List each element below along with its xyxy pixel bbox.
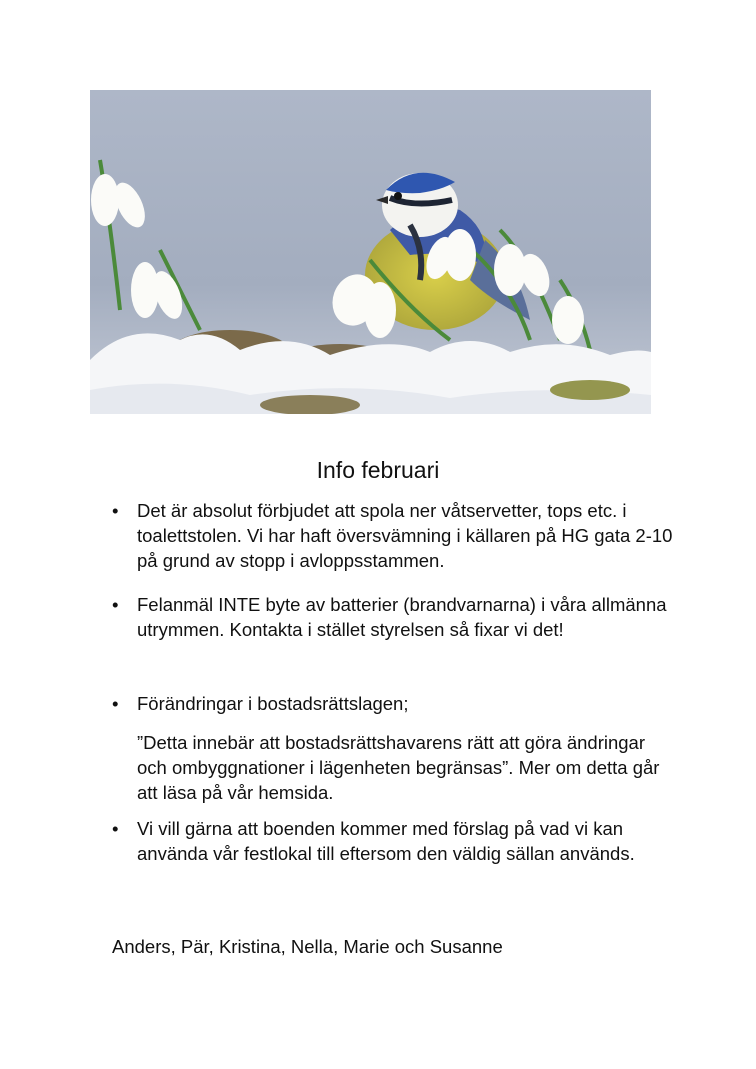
bullet-icon: • [112, 818, 119, 839]
bullet-icon: • [112, 693, 119, 714]
list-item-text: Det är absolut förbjudet att spola ner våtservetter, tops etc. i toalettstolen. Vi har haft översvämning i källaren på HG gata 2-10 på grund av stopp i avloppsstammen. [137, 500, 673, 571]
bullet-icon: • [112, 500, 119, 521]
list-item [112, 498, 682, 573]
list-item-text: Förändringar i bostadsrättslagen; [137, 693, 409, 714]
law-quote: ”Detta innebär att bostadsrättshavarens rätt att göra ändringar och ombyggnationer i lägenheten begränsas”. Mer om detta går att läsa på vår hemsida. [137, 732, 660, 803]
list-item [112, 816, 682, 866]
list-item-text: Felanmäl INTE byte av batterier (brandvarnarna) i våra allmänna utrymmen. Kontakta i stället styrelsen så fixar vi det! [137, 594, 667, 640]
signature: Anders, Pär, Kristina, Nella, Marie och Susanne [112, 936, 503, 957]
page-title: Info februari [316, 457, 440, 483]
bird-in-snowdrops-photo [90, 90, 651, 414]
list-item [112, 592, 682, 642]
list-item-text: Vi vill gärna att boenden kommer med förslag på vad vi kan använda vår festlokal till eftersom den väldig sällan används. [137, 818, 635, 864]
bullet-icon: • [112, 594, 119, 615]
list-item [112, 691, 682, 716]
